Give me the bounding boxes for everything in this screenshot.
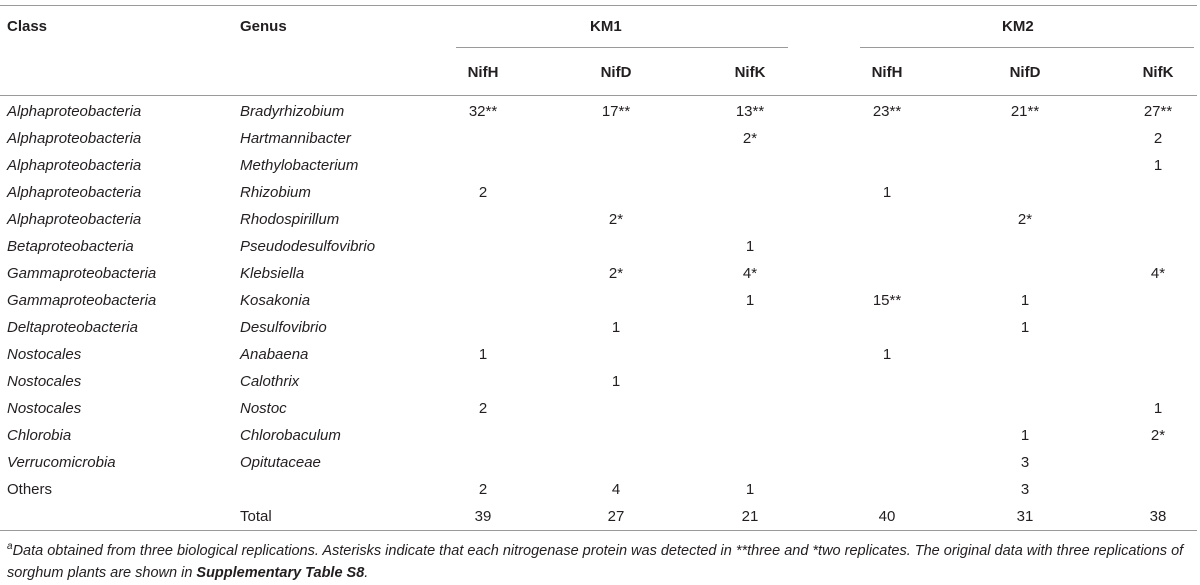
- cell-value: 4: [611, 481, 621, 498]
- cell-class: Alphaproteobacteria: [7, 130, 142, 147]
- cell-value: 15**: [872, 292, 902, 309]
- footnote-end: .: [364, 565, 369, 581]
- cell-value: 4*: [1150, 265, 1166, 282]
- subheader-nifh-km2: NifH: [871, 64, 903, 81]
- header-km1: KM1: [590, 18, 622, 35]
- cell-genus: Hartmannibacter: [240, 130, 351, 147]
- km2-group-rule: [860, 47, 1194, 48]
- cell-value: 2*: [1017, 211, 1033, 228]
- subheader-nifh-km1: NifH: [467, 64, 499, 81]
- cell-genus: Opitutaceae: [240, 454, 321, 471]
- cell-genus: Anabaena: [240, 346, 309, 363]
- cell-value: 1: [1153, 157, 1163, 174]
- header-class: Class: [7, 18, 48, 35]
- cell-value: 1: [1020, 319, 1030, 336]
- cell-value: 21: [741, 508, 759, 525]
- cell-class: Others: [7, 481, 53, 498]
- cell-value: 1: [882, 184, 892, 201]
- cell-genus: Klebsiella: [240, 265, 305, 282]
- cell-value: 21**: [1010, 103, 1040, 120]
- cell-value: 1: [611, 319, 621, 336]
- table-footnote: [7, 540, 1197, 584]
- cell-genus: Desulfovibrio: [240, 319, 327, 336]
- cell-value: 17**: [601, 103, 631, 120]
- cell-value: 1: [1020, 292, 1030, 309]
- cell-genus: Chlorobaculum: [240, 427, 341, 444]
- cell-value: 2*: [608, 265, 624, 282]
- cell-value: 1: [1020, 427, 1030, 444]
- cell-genus: Nostoc: [240, 400, 287, 417]
- cell-value: 2*: [1150, 427, 1166, 444]
- cell-value: 27**: [1143, 103, 1173, 120]
- cell-value: 1: [478, 346, 488, 363]
- cell-value: 1: [745, 292, 755, 309]
- cell-value: 39: [474, 508, 492, 525]
- cell-value: 31: [1016, 508, 1034, 525]
- cell-genus: Rhizobium: [240, 184, 311, 201]
- cell-value: 27: [607, 508, 625, 525]
- top-rule: [0, 5, 1197, 6]
- footnote-link[interactable]: Supplementary Table S8: [196, 565, 365, 581]
- header-rule: [0, 95, 1197, 96]
- cell-value: 2: [1153, 130, 1163, 147]
- subheader-nifk-km2: NifK: [1142, 64, 1174, 81]
- cell-class: Alphaproteobacteria: [7, 211, 142, 228]
- cell-genus: Methylobacterium: [240, 157, 359, 174]
- cell-value: 3: [1020, 454, 1030, 471]
- cell-value: 1: [882, 346, 892, 363]
- cell-class: Nostocales: [7, 400, 82, 417]
- cell-class: Gammaproteobacteria: [7, 292, 157, 309]
- subheader-nifd-km1: NifD: [600, 64, 632, 81]
- bottom-rule: [0, 530, 1197, 531]
- cell-class: Chlorobia: [7, 427, 72, 444]
- footnote-marker: a: [7, 541, 13, 553]
- header-genus: Genus: [240, 18, 287, 35]
- cell-value: 2: [478, 481, 488, 498]
- cell-genus: Calothrix: [240, 373, 300, 390]
- subheader-nifk-km1: NifK: [734, 64, 766, 81]
- cell-genus: Kosakonia: [240, 292, 311, 309]
- cell-value: 2: [478, 400, 488, 417]
- cell-value: 2: [478, 184, 488, 201]
- cell-class: Nostocales: [7, 373, 82, 390]
- cell-genus: Bradyrhizobium: [240, 103, 345, 120]
- cell-value: 4*: [742, 265, 758, 282]
- cell-value: 1: [611, 373, 621, 390]
- cell-value: 2*: [608, 211, 624, 228]
- cell-class: Alphaproteobacteria: [7, 157, 142, 174]
- cell-value: 38: [1149, 508, 1167, 525]
- cell-value: 3: [1020, 481, 1030, 498]
- cell-value: 13**: [735, 103, 765, 120]
- footnote-text: Data obtained from three biological replications. Asterisks indicate that each nitrogenase protein was detected in **three and *two replicates. The original data with three replications of sorghum plants are shown in: [7, 543, 1184, 581]
- cell-class: Betaproteobacteria: [7, 238, 134, 255]
- cell-value: 23**: [872, 103, 902, 120]
- cell-class: Alphaproteobacteria: [7, 184, 142, 201]
- cell-class: Nostocales: [7, 346, 82, 363]
- cell-class: Alphaproteobacteria: [7, 103, 142, 120]
- cell-value: 40: [878, 508, 896, 525]
- km1-group-rule: [456, 47, 788, 48]
- cell-value: 2*: [742, 130, 758, 147]
- cell-genus: Total: [240, 508, 272, 525]
- cell-value: 1: [745, 238, 755, 255]
- cell-class: Verrucomicrobia: [7, 454, 116, 471]
- header-km2: KM2: [1002, 18, 1034, 35]
- cell-value: 1: [745, 481, 755, 498]
- cell-class: Deltaproteobacteria: [7, 319, 138, 336]
- cell-genus: Rhodospirillum: [240, 211, 340, 228]
- cell-class: Gammaproteobacteria: [7, 265, 157, 282]
- subheader-nifd-km2: NifD: [1009, 64, 1041, 81]
- cell-value: 1: [1153, 400, 1163, 417]
- cell-value: 32**: [468, 103, 498, 120]
- cell-genus: Pseudodesulfovibrio: [240, 238, 376, 255]
